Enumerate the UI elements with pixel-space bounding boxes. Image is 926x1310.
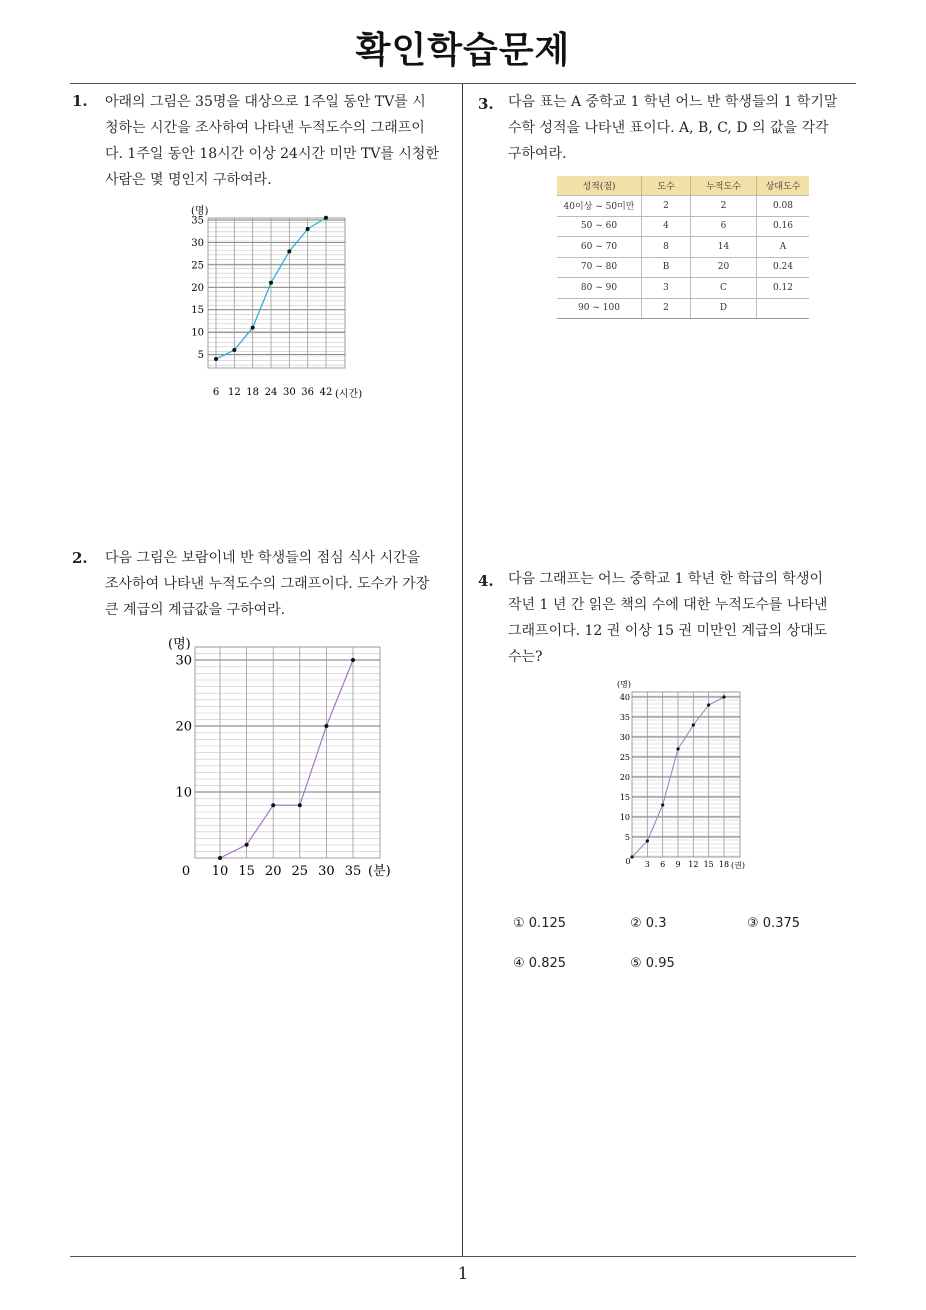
q2-data-point <box>324 724 328 728</box>
q1-line: 청하는 시간을 조사하여 나타낸 누적도수의 그래프이 <box>105 120 425 136</box>
q1-data-point <box>232 348 236 352</box>
q4-x-tick-label: 6 <box>660 860 666 869</box>
table-cell: D <box>691 298 757 319</box>
table-cell: 60 ~ 70 <box>557 237 642 258</box>
q1-data-point <box>269 281 273 285</box>
q2-x-tick-label: 35 <box>344 864 362 879</box>
table-cell: 2 <box>642 196 691 217</box>
q1-x-tick-label: 42 <box>319 387 333 398</box>
q4-chart-svg <box>605 672 785 877</box>
q4-y-tick-label: 10 <box>619 812 630 822</box>
q1-y-tick-label: 30 <box>191 237 204 249</box>
q4-origin-label: 0 <box>625 857 631 866</box>
q1-x-tick-label: 18 <box>246 387 260 398</box>
q4-data-point <box>692 723 695 726</box>
q4-x-tick-label: 18 <box>718 860 730 869</box>
q1-y-tick-label: 25 <box>191 260 204 272</box>
q1-data-point <box>214 357 218 361</box>
q2-data-point <box>245 843 249 847</box>
q2-data-point <box>271 803 275 807</box>
q2-y-tick-label: 10 <box>175 785 192 801</box>
table-row <box>557 237 809 258</box>
table-cell: 20 <box>691 257 757 278</box>
table-header-cell: 성적(점) <box>557 176 642 196</box>
table-cell: 8 <box>642 237 691 258</box>
q3-line: 수학 성적을 나타낸 표이다. A, B, C, D 의 값을 각각 <box>508 120 829 136</box>
q1-y-tick-label: 35 <box>191 215 204 227</box>
q1-x-axis-label: (시간) <box>335 389 363 400</box>
table-cell: 3 <box>642 278 691 299</box>
top-rule <box>70 83 856 84</box>
q4-y-tick-label: 40 <box>619 692 630 702</box>
q4-x-tick-label: 9 <box>675 860 681 869</box>
table-cell: 14 <box>691 237 757 258</box>
q4-y-tick-label: 15 <box>619 792 630 802</box>
q4-text <box>508 566 863 670</box>
q3-line: 다음 표는 A 중학교 1 학년 어느 반 학생들의 1 학기말 <box>508 94 838 110</box>
table-header-cell: 도수 <box>642 176 691 196</box>
q4-y-axis-label: (명) <box>617 680 631 689</box>
q4-line: 그래프이다. 12 권 이상 15 권 미만인 계급의 상대도 <box>508 623 828 639</box>
q1-y-tick-label: 20 <box>191 282 204 294</box>
q2-x-tick-label: 20 <box>264 864 282 879</box>
q4-x-tick-label: 15 <box>703 860 714 869</box>
table-cell: 90 ~ 100 <box>557 298 642 319</box>
q2-y-tick-label: 20 <box>175 719 192 735</box>
table-header-cell: 누적도수 <box>691 176 757 196</box>
q4-y-tick-label: 25 <box>619 752 630 762</box>
q4-number: 4. <box>478 572 494 590</box>
q4-y-tick-label: 5 <box>624 832 630 842</box>
q2-x-tick-label: 25 <box>291 864 309 879</box>
q4-x-axis-label: (권) <box>731 861 745 870</box>
q1-line: 아래의 그림은 35명을 대상으로 1주일 동안 TV를 시 <box>105 94 426 110</box>
q2-x-tick-label: 10 <box>211 864 229 879</box>
page-number: 1 <box>457 1264 469 1284</box>
q2-x-tick-label: 15 <box>238 864 255 879</box>
q4-x-tick-label: 12 <box>688 860 699 869</box>
q2-y-axis-label: (명) <box>168 637 191 652</box>
q1-data-point <box>287 249 291 253</box>
q1-chart <box>185 200 385 409</box>
table-row <box>557 278 809 299</box>
q4-data-point <box>707 703 710 706</box>
plot-frame <box>208 218 345 368</box>
q1-x-tick-label: 36 <box>301 387 315 398</box>
q2-line: 다음 그림은 보람이네 반 학생들의 점심 식사 시간을 <box>105 550 421 566</box>
q2-data-point <box>218 856 222 860</box>
q4-chart <box>605 672 785 881</box>
table-row <box>557 298 809 319</box>
q2-line: 큰 계급의 계급값을 구하여라. <box>105 602 286 618</box>
table-cell: 6 <box>691 216 757 237</box>
q2-y-tick-label: 30 <box>175 653 192 669</box>
table-row <box>557 216 809 237</box>
q1-data-point <box>251 326 255 330</box>
answer-option-1[interactable]: ① 0.125 <box>513 916 567 931</box>
q4-data-point <box>661 803 664 806</box>
q1-line: 다. 1주일 동안 18시간 이상 24시간 미만 TV를 시청한 <box>105 146 439 162</box>
q1-y-tick-label: 15 <box>191 305 204 317</box>
q2-chart-svg <box>160 630 410 890</box>
answer-option-2[interactable]: ② 0.3 <box>630 916 667 931</box>
table-cell: 0.24 <box>757 257 810 278</box>
answer-option-3[interactable]: ③ 0.375 <box>747 916 801 931</box>
q1-line: 사람은 몇 명인지 구하여라. <box>105 172 272 188</box>
table-row <box>557 257 809 278</box>
q2-x-axis-label: (분) <box>368 864 391 879</box>
q1-data-point <box>306 227 310 231</box>
q4-y-tick-label: 20 <box>619 772 630 782</box>
q2-data-point <box>298 803 302 807</box>
table-cell: 80 ~ 90 <box>557 278 642 299</box>
table-cell: A <box>757 237 810 258</box>
page-title: 확인학습문제 <box>355 30 571 71</box>
table-cell: 70 ~ 80 <box>557 257 642 278</box>
q1-data-point <box>324 216 328 220</box>
table-cell: 40이상 ~ 50미만 <box>557 196 642 217</box>
table-cell: 2 <box>691 196 757 217</box>
q4-line: 수는? <box>508 649 543 665</box>
q1-x-tick-label: 30 <box>282 387 296 398</box>
q4-y-tick-label: 35 <box>619 712 630 722</box>
q4-line: 다음 그래프는 어느 중학교 1 학년 한 학급의 학생이 <box>508 571 823 587</box>
q4-data-point <box>630 855 633 858</box>
q1-text <box>105 89 460 193</box>
q2-x-tick-label: 30 <box>318 864 335 879</box>
q1-x-tick-label: 6 <box>212 387 220 398</box>
q1-y-axis-label: (명) <box>191 206 209 217</box>
q1-x-tick-label: 12 <box>227 387 241 398</box>
table-cell: 50 ~ 60 <box>557 216 642 237</box>
q3-text <box>508 89 863 167</box>
q4-data-point <box>646 839 649 842</box>
table-cell <box>757 298 810 319</box>
q2-text <box>105 545 460 623</box>
table-cell: B <box>642 257 691 278</box>
q2-origin-label: 0 <box>181 864 191 879</box>
q1-y-tick-label: 5 <box>197 350 204 362</box>
q4-x-tick-label: 3 <box>644 860 650 869</box>
q3-frequency-table <box>557 176 809 319</box>
table-cell: 0.08 <box>757 196 810 217</box>
column-divider <box>462 84 463 1257</box>
table-cell: 2 <box>642 298 691 319</box>
table-cell: C <box>691 278 757 299</box>
q2-line: 조사하여 나타낸 누적도수의 그래프이다. 도수가 가장 <box>105 576 430 592</box>
q1-y-tick-label: 10 <box>191 327 204 339</box>
table-header-cell: 상대도수 <box>757 176 810 196</box>
q2-data-point <box>351 658 355 662</box>
q4-y-tick-label: 30 <box>619 732 630 742</box>
bottom-rule <box>70 1256 856 1257</box>
q4-line: 작년 1 년 간 읽은 책의 수에 대한 누적도수를 나타낸 <box>508 597 828 613</box>
q2-number: 2. <box>72 549 88 567</box>
q3-number: 3. <box>478 95 494 113</box>
q1-chart-svg <box>185 200 385 405</box>
q1-x-tick-label: 24 <box>264 387 278 398</box>
answer-option-4[interactable]: ④ 0.825 <box>513 956 567 971</box>
q4-data-point <box>676 747 679 750</box>
q2-chart <box>160 630 410 894</box>
table-cell: 0.12 <box>757 278 810 299</box>
table-header-row <box>557 176 809 196</box>
q1-number: 1. <box>72 92 88 110</box>
q3-line: 구하여라. <box>508 146 567 162</box>
q4-data-point <box>722 695 725 698</box>
table-row <box>557 196 809 217</box>
table-cell: 4 <box>642 216 691 237</box>
table-cell: 0.16 <box>757 216 810 237</box>
answer-option-5[interactable]: ⑤ 0.95 <box>630 956 675 971</box>
